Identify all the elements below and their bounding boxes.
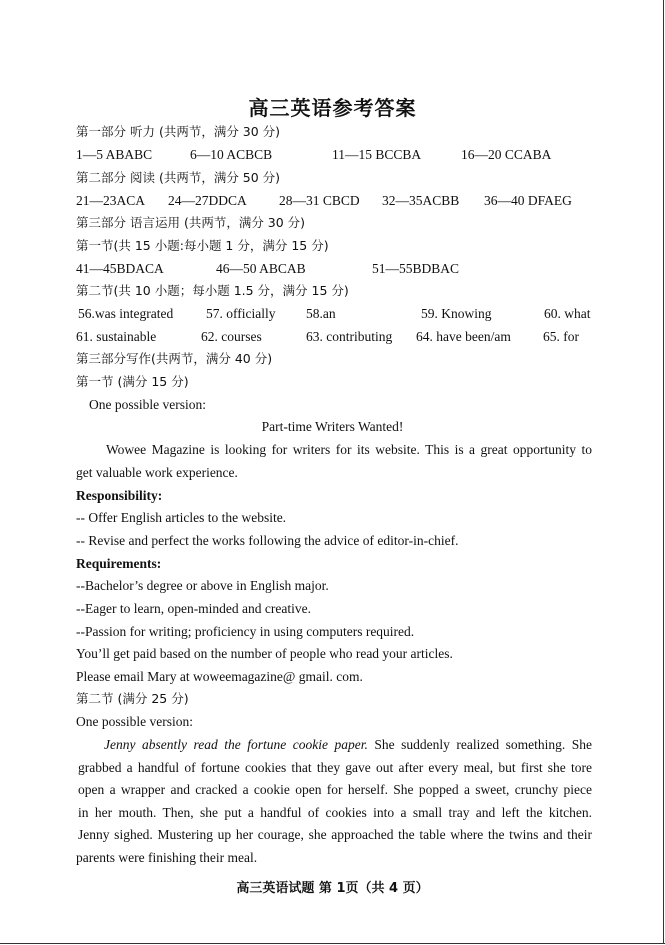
part3-heading: 第三部分 语言运用 (共两节，满分 30 分) xyxy=(76,215,306,230)
page-border-bottom xyxy=(0,943,665,944)
responsibility-label: Responsibility: xyxy=(76,488,163,503)
answer-item: 61. sustainable xyxy=(76,329,157,344)
responsibility-item: -- Offer English articles to the website. xyxy=(76,510,287,525)
answer-group: 11—15 BCCBA xyxy=(332,147,422,162)
ad-title: Part-time Writers Wanted! xyxy=(261,419,404,434)
story-line: parents were finishing their meal. xyxy=(76,850,258,865)
answer-group: 1—5 ABABC xyxy=(76,147,153,162)
answer-group: 36—40 DFAEG xyxy=(484,193,572,208)
page-title: 高三英语参考答案 xyxy=(248,96,417,120)
story-opening-sentence: Jenny absently read the fortune cookie paper. xyxy=(104,737,368,752)
story-line: grabbed a handful of fortune cookies that they gave out after every meal, but first she tore xyxy=(78,760,592,775)
answer-group: 32—35ACBB xyxy=(382,193,460,208)
answer-group: 46—50 ABCAB xyxy=(216,261,306,276)
part3-section2-heading: 第二节(共 10 小题；每小题 1.5 分，满分 15 分) xyxy=(76,283,349,298)
answer-item: 56.was integrated xyxy=(78,306,174,321)
story-line-rest: She suddenly realized something. She xyxy=(367,737,592,752)
part4-heading: 第三部分写作(共两节，满分 40 分) xyxy=(76,351,273,366)
answer-group: 16—20 CCABA xyxy=(461,147,552,162)
requirement-item: --Passion for writing; proficiency in using computers required. xyxy=(76,624,415,639)
answer-group: 6—10 ACBCB xyxy=(190,147,273,162)
part3-section1-heading: 第一节(共 15 小题:每小题 1 分，满分 15 分) xyxy=(76,238,329,253)
answer-item: 57. officially xyxy=(206,306,276,321)
part1-heading: 第一部分 听力 (共两节，满分 30 分) xyxy=(76,124,281,139)
answer-group: 51—55BDBAC xyxy=(372,261,460,276)
email-line: Please email Mary at woweemagazine@ gmail. com. xyxy=(76,669,363,684)
version-label: One possible version: xyxy=(89,397,206,412)
version-label: One possible version: xyxy=(76,714,193,729)
answer-group: 41—45BDACA xyxy=(76,261,164,276)
page-footer: 高三英语试题 第 1页（共 4 页） xyxy=(236,881,429,896)
requirement-item: --Bachelor’s degree or above in English major. xyxy=(76,578,329,593)
intro-line: Wowee Magazine is looking for writers for its website. This is a great opportunity to xyxy=(106,442,592,457)
story-line xyxy=(104,737,592,753)
answer-item: 60. what xyxy=(544,306,591,321)
intro-line: get valuable work experience. xyxy=(76,465,238,480)
story-line: in her mouth. Then, she put a handful of cookies into a small tray and left the kitchen. xyxy=(78,805,592,820)
answer-item: 59. Knowing xyxy=(421,306,492,321)
answer-item: 58.an xyxy=(306,306,336,321)
answer-item: 63. contributing xyxy=(306,329,393,344)
requirement-item: --Eager to learn, open-minded and creative. xyxy=(76,601,312,616)
part4-section1-heading: 第一节 (满分 15 分) xyxy=(76,374,189,389)
part4-section2-heading: 第二节 (满分 25 分) xyxy=(76,691,189,706)
page-border-right xyxy=(663,0,664,943)
part2-heading: 第二部分 阅读 (共两节，满分 50 分) xyxy=(76,170,281,185)
requirements-label: Requirements: xyxy=(76,556,162,571)
answer-item: 65. for xyxy=(543,329,579,344)
answer-group: 21—23ACA xyxy=(76,193,146,208)
answer-group: 28—31 CBCD xyxy=(279,193,360,208)
answer-item: 64. have been/am xyxy=(416,329,511,344)
answer-group: 24—27DDCA xyxy=(168,193,247,208)
story-line: Jenny sighed. Mustering up her courage, she approached the table where the twins and their xyxy=(78,827,592,842)
story-line: open a wrapper and cracked a cookie open for herself. She popped a sweet, crunchy piece xyxy=(78,782,592,797)
responsibility-item: -- Revise and perfect the works following the advice of editor-in-chief. xyxy=(76,533,459,548)
pay-line: You’ll get paid based on the number of people who read your articles. xyxy=(76,646,453,661)
answer-item: 62. courses xyxy=(201,329,262,344)
